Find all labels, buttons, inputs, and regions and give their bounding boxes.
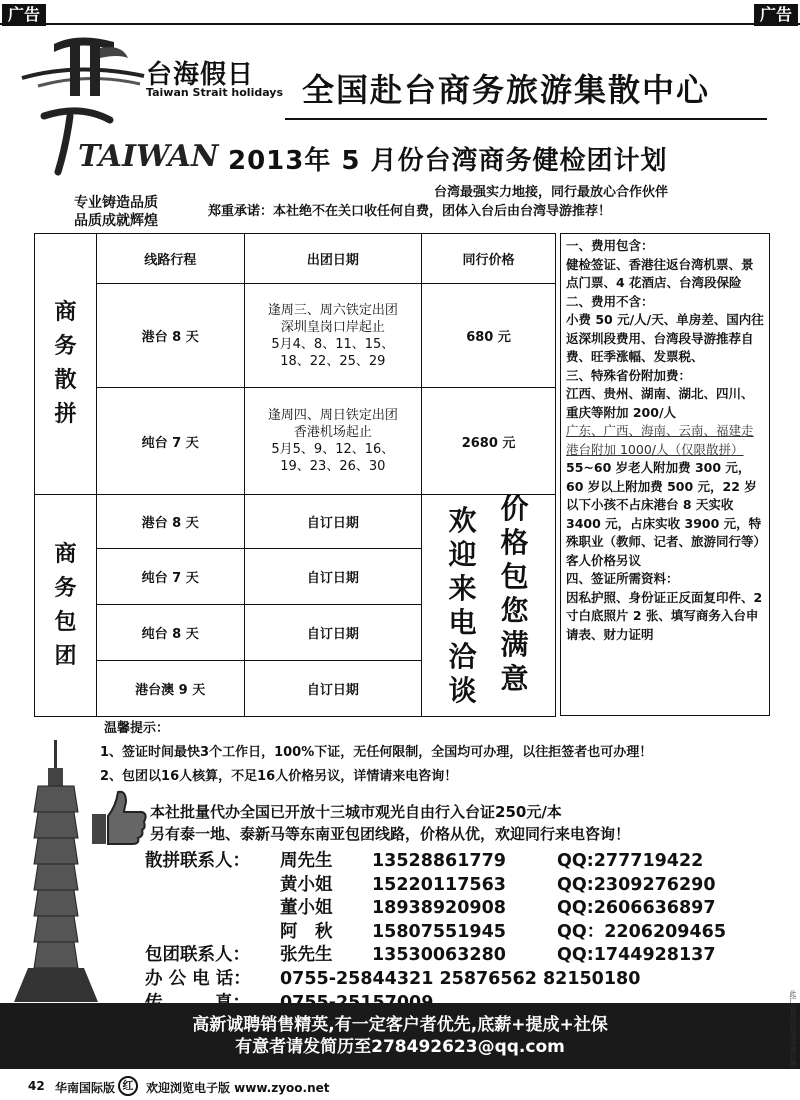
tips-block: [100, 717, 652, 789]
contact-phone[interactable]: 15220117563: [372, 874, 506, 895]
welcome-text: 欢迎来电洽谈: [448, 503, 477, 707]
schedule-line: 逢周三、周六铁定出团: [267, 302, 398, 318]
notes-surcharge-200: 江西、贵州、湖南、湖北、四川、重庆等附加 200/人: [566, 386, 754, 420]
contact-name: 张先生: [280, 945, 333, 966]
contact-label: 散拼联系人：: [145, 851, 250, 871]
contacts-block: [145, 850, 726, 1015]
route-cell: 纯台 7 天: [96, 388, 244, 495]
recruit-email-line[interactable]: 有意者请发简历至278492623@qq.com: [235, 1037, 565, 1057]
price-cell: 680 元: [422, 284, 556, 388]
date-cell: 自订日期: [244, 549, 422, 605]
recruit-line-1: 高新诚聘销售精英,有一定客户者优先,底薪+提成+社保: [192, 1015, 608, 1035]
recruitment-banner: [0, 1003, 800, 1069]
schedule-line: 逢周四、周日铁定出团: [267, 408, 398, 423]
header-price: 同行价格: [422, 234, 556, 284]
headline: 全国赴台商务旅游集散中心: [302, 71, 711, 109]
price-satisfaction-text: 价格包您满意: [500, 491, 529, 695]
promo-block: [150, 801, 630, 845]
site-link[interactable]: 欢迎浏览电子版 www.zyoo.net: [146, 1081, 330, 1095]
slogan-line-2: 品质成就辉煌: [74, 213, 158, 229]
contact-qq: QQ：2206209465: [557, 921, 727, 942]
contact-label: [145, 897, 280, 921]
contact-name: 阿 秋: [280, 921, 333, 942]
schedule-line: 香港机场起止: [293, 425, 372, 440]
thumbs-up-icon: [86, 786, 148, 848]
disclaimer-strip: 此广告真实性请读者自辨: [789, 990, 797, 1067]
page-footer: [0, 1075, 800, 1100]
notes-heading-excluded: 二、费用不含：: [566, 293, 654, 309]
contact-phone[interactable]: 18938920908: [372, 898, 506, 919]
notes-documents: 因私护照、身份证正反面复印件、2 寸白底照片 2 张、填写商务入台申请表、财力证明: [566, 589, 763, 642]
tour-plan-table: [34, 233, 556, 717]
ad-tag-left: 广告: [2, 4, 46, 26]
schedule-line: 5月4、8、11、15、: [271, 336, 395, 352]
date-cell: 自订日期: [244, 495, 422, 549]
edition-name: 华南国际版: [55, 1081, 116, 1095]
promise-line-2: 郑重承诺：本社绝不在关口收任何自费，团体入台后由台湾导游推荐！: [208, 204, 612, 219]
taipei-101-tower-image: [8, 740, 104, 1002]
category-fit-cell: [35, 234, 97, 495]
notes-heading-documents: 四、签证所需资料：: [566, 571, 679, 586]
category-fit-label: 商务散拼: [54, 300, 77, 427]
contact-label: [145, 921, 280, 945]
contact-row: [145, 944, 726, 968]
notes-heading-surcharge: 三、特殊省份附加费：: [566, 367, 692, 383]
date-cell: 自订日期: [244, 661, 422, 717]
category-group-cell: [35, 495, 97, 717]
welcome-cell: [422, 491, 556, 717]
schedule-cell: [244, 388, 422, 495]
tip-line-1: 1、签证时间最快3个工作日，100%下证，无任何限制，全国均可办理，以往拒签者也可办理！: [100, 745, 653, 760]
tips-title: 温馨提示：: [104, 721, 170, 736]
slogan-block: [74, 194, 158, 230]
brand-name: 台海假日: [146, 60, 255, 90]
contact-name: 周先生: [280, 851, 333, 871]
headline-rule: [285, 118, 767, 120]
header-date: 出团日期: [244, 234, 422, 284]
schedule-line: 18、22、25、29: [280, 353, 386, 369]
promise-line-1: 台湾最强实力地接，同行最放心合作伙伴: [434, 185, 669, 200]
svg-text:TAIWAN: TAIWAN: [78, 139, 219, 174]
office-phone-row: [145, 968, 726, 992]
promo-line-2: 另有泰一地、泰新马等东南亚包团线路，价格从优，欢迎同行来电咨询！: [150, 825, 631, 843]
taiwan-script-logo: [40, 106, 219, 182]
plan-title: 2013年 5 月份台湾商务健检团计划: [228, 146, 668, 176]
schedule-cell: [244, 284, 422, 388]
route-cell: 港台澳 9 天: [96, 661, 244, 717]
slogan-line-1: 专业铸造品质: [74, 195, 158, 211]
notes-heading-included: 一、费用包含：: [566, 238, 654, 253]
contact-phone[interactable]: 13530063280: [372, 945, 506, 966]
route-cell: 港台 8 天: [96, 284, 244, 388]
promo-line-1: 本社批量代办全国已开放十三城市观光自由行入台证250元/本: [150, 803, 562, 821]
contact-phone[interactable]: 15807551945: [372, 921, 506, 942]
brand-logo-icon: [18, 32, 146, 102]
schedule-line: 19、23、26、30: [280, 459, 386, 474]
contact-row: [145, 850, 726, 874]
office-label: 办 公 电 话：: [145, 968, 251, 989]
header-route: 线路行程: [96, 234, 244, 284]
contact-qq: QQ:2309276290: [557, 874, 716, 895]
office-phones[interactable]: 0755-25844321 25876562 82150180: [280, 968, 641, 989]
date-cell: 自订日期: [244, 605, 422, 661]
notes-included: 健检签证、香港往返台湾机票、景点门票、4 花酒店、台湾段保险: [566, 256, 754, 290]
category-group-label: 商务包团: [54, 541, 77, 669]
route-cell: 纯台 7 天: [96, 549, 244, 605]
contact-label: 包团联系人：: [145, 945, 250, 966]
contact-phone[interactable]: 13528861779: [372, 851, 506, 871]
route-cell: 纯台 8 天: [96, 605, 244, 661]
contact-row: [145, 921, 726, 945]
tip-line-2: 2、包团以16人核算，不足16人价格另议，详情请来电咨询！: [100, 769, 458, 784]
fee-notes-panel: [560, 233, 770, 716]
publisher-mark-icon: 红: [118, 1076, 138, 1096]
ad-tag-right: 广告: [754, 4, 798, 26]
contact-qq: QQ:277719422: [557, 851, 704, 871]
schedule-line: 深圳皇岗口岸起止: [280, 319, 385, 335]
contact-row: [145, 897, 726, 921]
contact-label: [145, 874, 280, 898]
contact-row: [145, 874, 726, 898]
notes-surcharge-1000: 广东、广西、海南、云南、福建走港台附加 1000/人（仅限散拼）: [566, 423, 754, 457]
contact-qq: QQ:2606636897: [557, 898, 716, 919]
contact-qq: QQ:1744928137: [557, 945, 716, 966]
notes-age-surcharge: 55~60 岁老人附加费 300 元，60 岁以上附加费 500 元，22 岁以下小孩不占床港台 8 天实收 3400 元，占床实收 3900 元，特殊职业（教师、记者、旅游同行等）客人价格另议: [566, 460, 762, 568]
route-cell: 港台 8 天: [96, 495, 244, 549]
schedule-line: 5月5、9、12、16、: [271, 442, 395, 457]
contact-name: 黄小姐: [280, 874, 333, 895]
contact-name: 董小姐: [280, 898, 333, 919]
price-cell: 2680 元: [422, 388, 556, 495]
page-number: 42: [28, 1079, 45, 1093]
notes-excluded: 小费 50 元/人/天、单房差、国内往返深圳段费用、台湾段导游推荐自费、旺季涨幅、发票税、: [566, 312, 764, 364]
brand-name-en: Taiwan Strait holidays: [146, 86, 284, 99]
top-divider: [0, 23, 800, 25]
